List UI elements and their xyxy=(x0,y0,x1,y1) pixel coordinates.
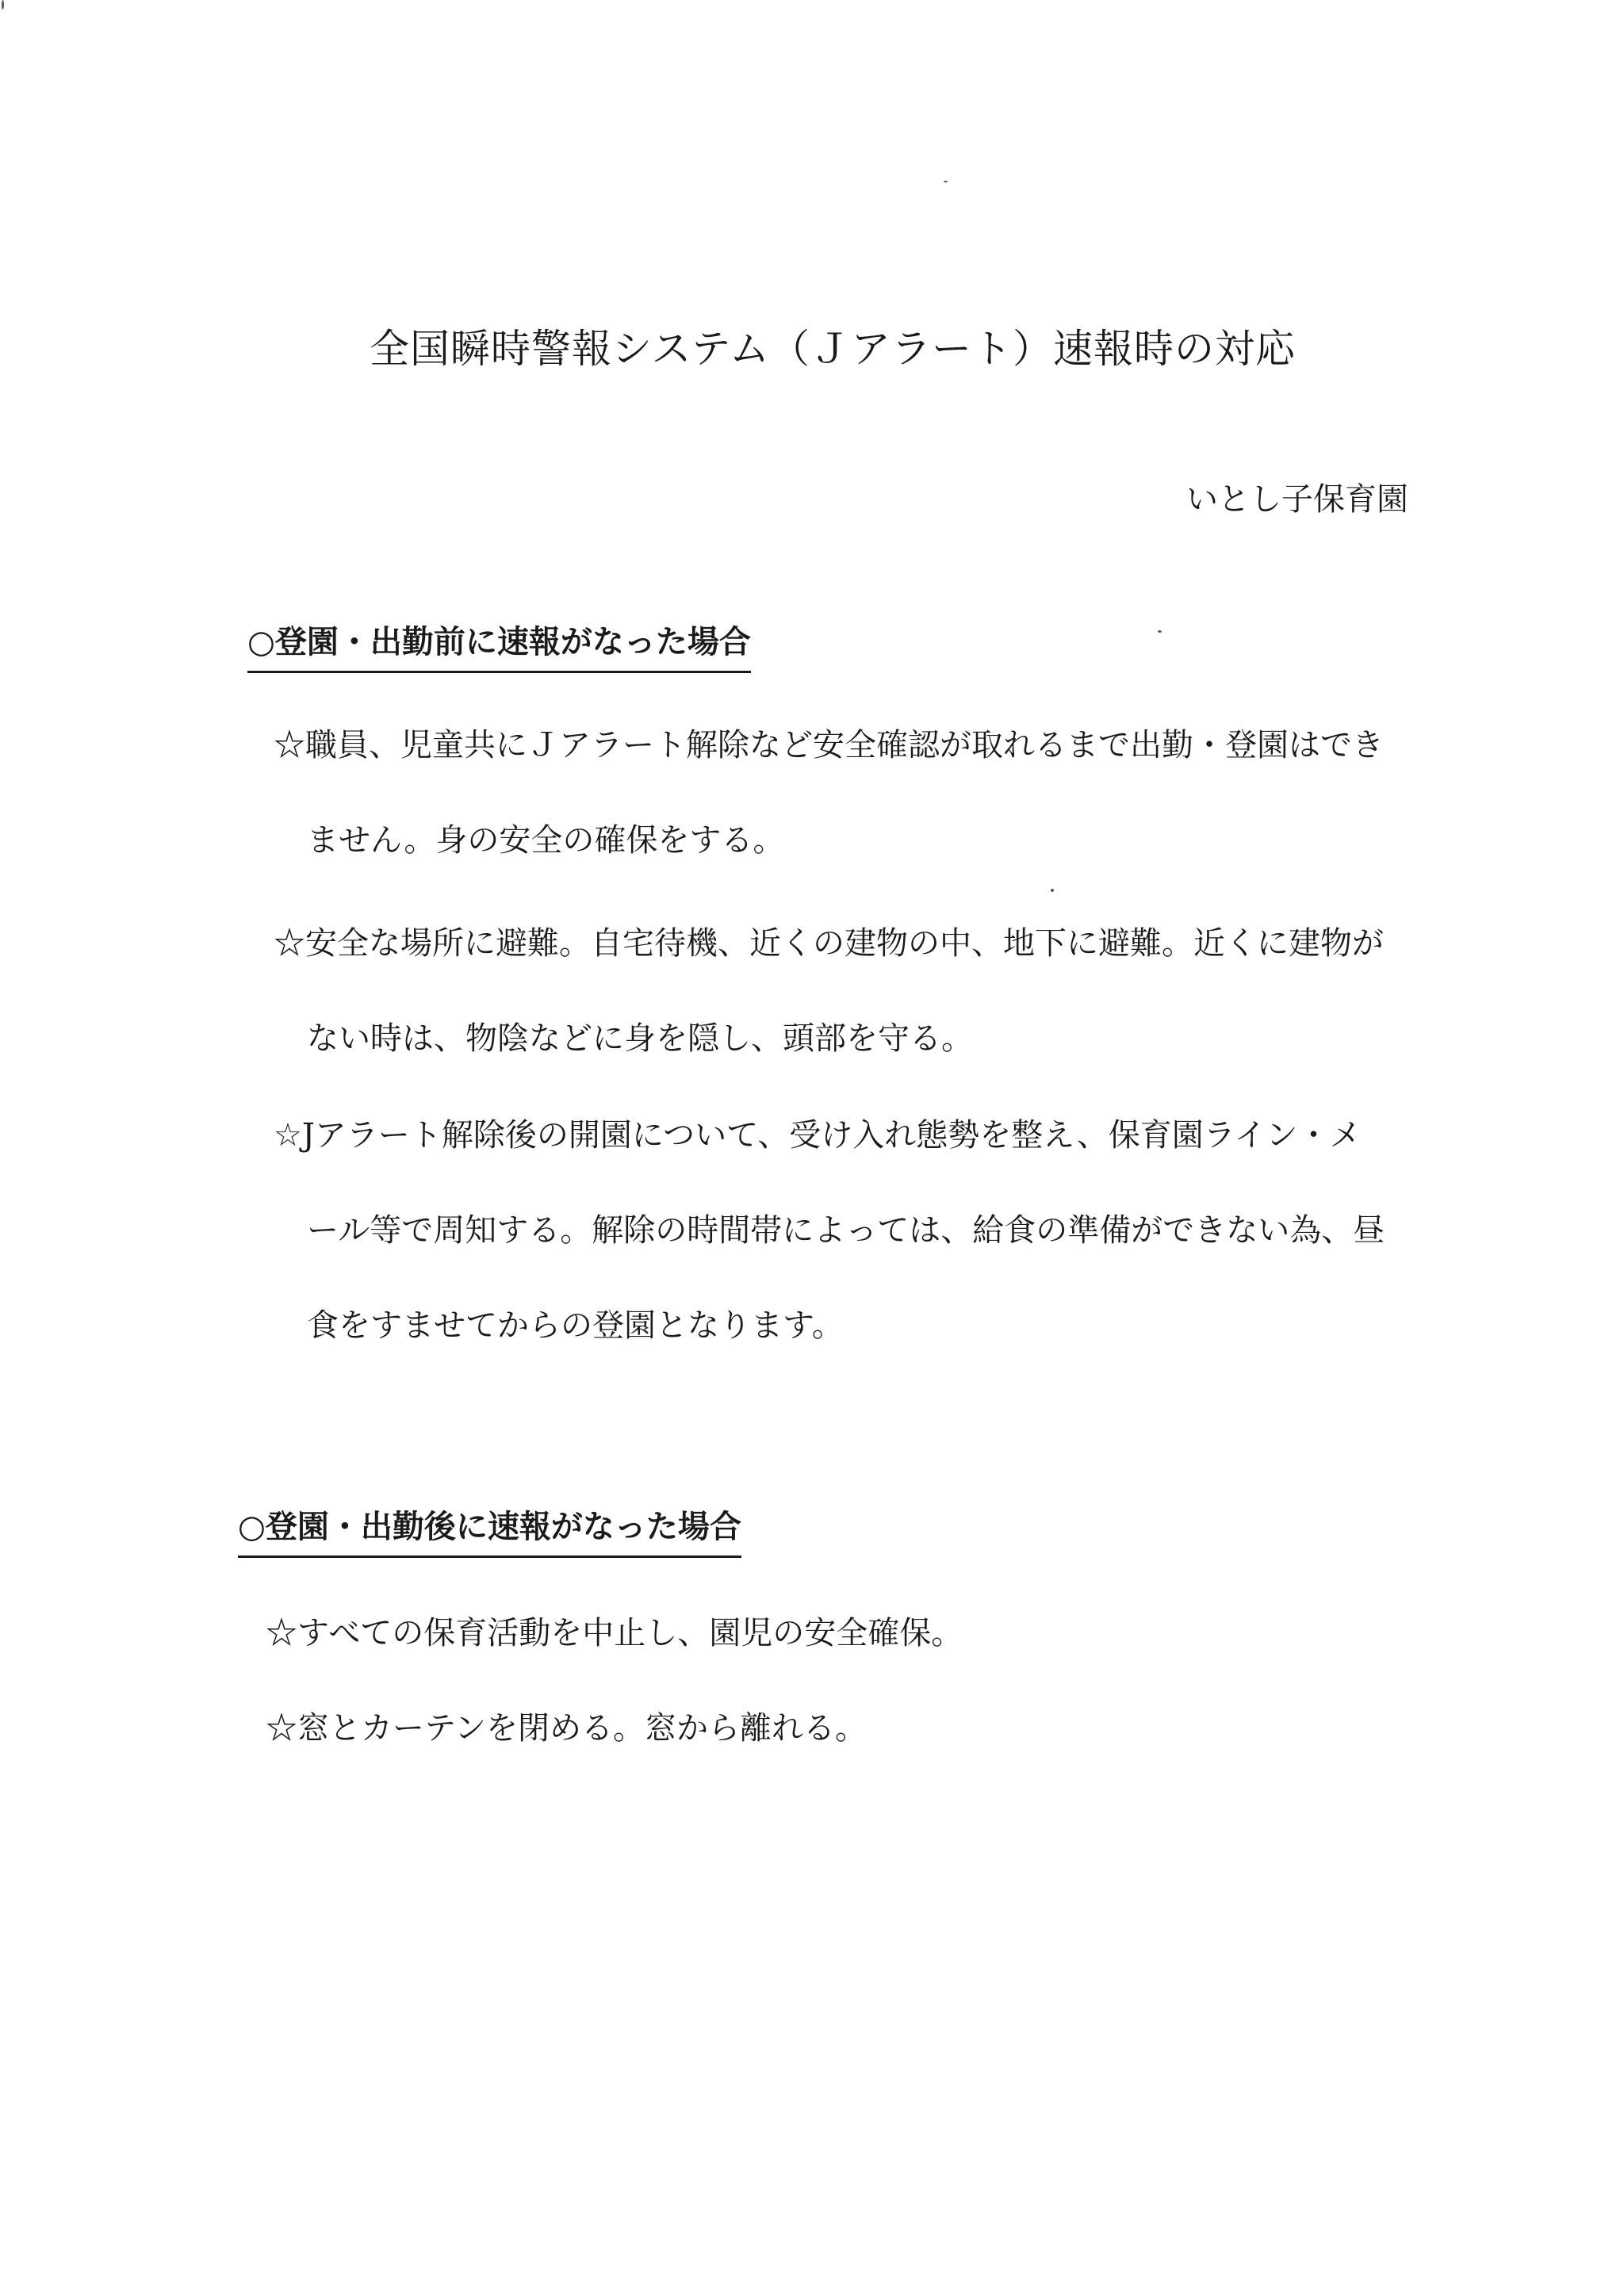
section2-item1 xyxy=(266,1586,963,1681)
section-heading-before-arrival: ○登園・出勤前に速報がなった場合 xyxy=(247,618,751,673)
paragraph-line: ール等で周知する。解除の時間帯によっては、給食の準備ができない為、昼 xyxy=(307,1212,1385,1249)
scan-speck xyxy=(2,0,4,10)
scan-speck xyxy=(944,181,948,182)
scan-speck xyxy=(1158,630,1162,633)
paragraph-line: ☆Jアラート解除後の開園について、受け入れ態勢を整え、保育園ライン・メ xyxy=(274,1117,1362,1154)
document-title: 全国瞬時警報システム（Ｊアラート）速報時の対応 xyxy=(370,326,1296,372)
section2-item2 xyxy=(266,1681,867,1776)
section1-item1 xyxy=(274,698,1384,888)
paragraph-line: ません。身の安全の確保をする。 xyxy=(307,822,785,859)
paragraph-line: ☆安全な場所に避難。自宅待機、近くの建物の中、地下に避難。近くに建物が xyxy=(274,925,1384,962)
paragraph-line: ☆すべての保育活動を中止し、園児の安全確保。 xyxy=(266,1615,963,1651)
paragraph-line: 食をすませてからの登園となります。 xyxy=(307,1307,844,1344)
paragraph-line: ☆窓とカーテンを閉める。窓から離れる。 xyxy=(266,1710,867,1747)
scan-speck xyxy=(1051,889,1054,892)
section1-item3 xyxy=(274,1088,1385,1373)
section-heading-after-arrival: ○登園・出勤後に速報がなった場合 xyxy=(238,1503,741,1558)
organization-name: いとし子保育園 xyxy=(1186,481,1408,518)
paragraph-line: ない時は、物陰などに身を隠し、頭部を守る。 xyxy=(307,1020,973,1057)
paragraph-line: ☆職員、児童共にＪアラート解除など安全確認が取れるまで出勤・登園はでき xyxy=(274,727,1384,763)
section1-item2 xyxy=(274,896,1384,1086)
